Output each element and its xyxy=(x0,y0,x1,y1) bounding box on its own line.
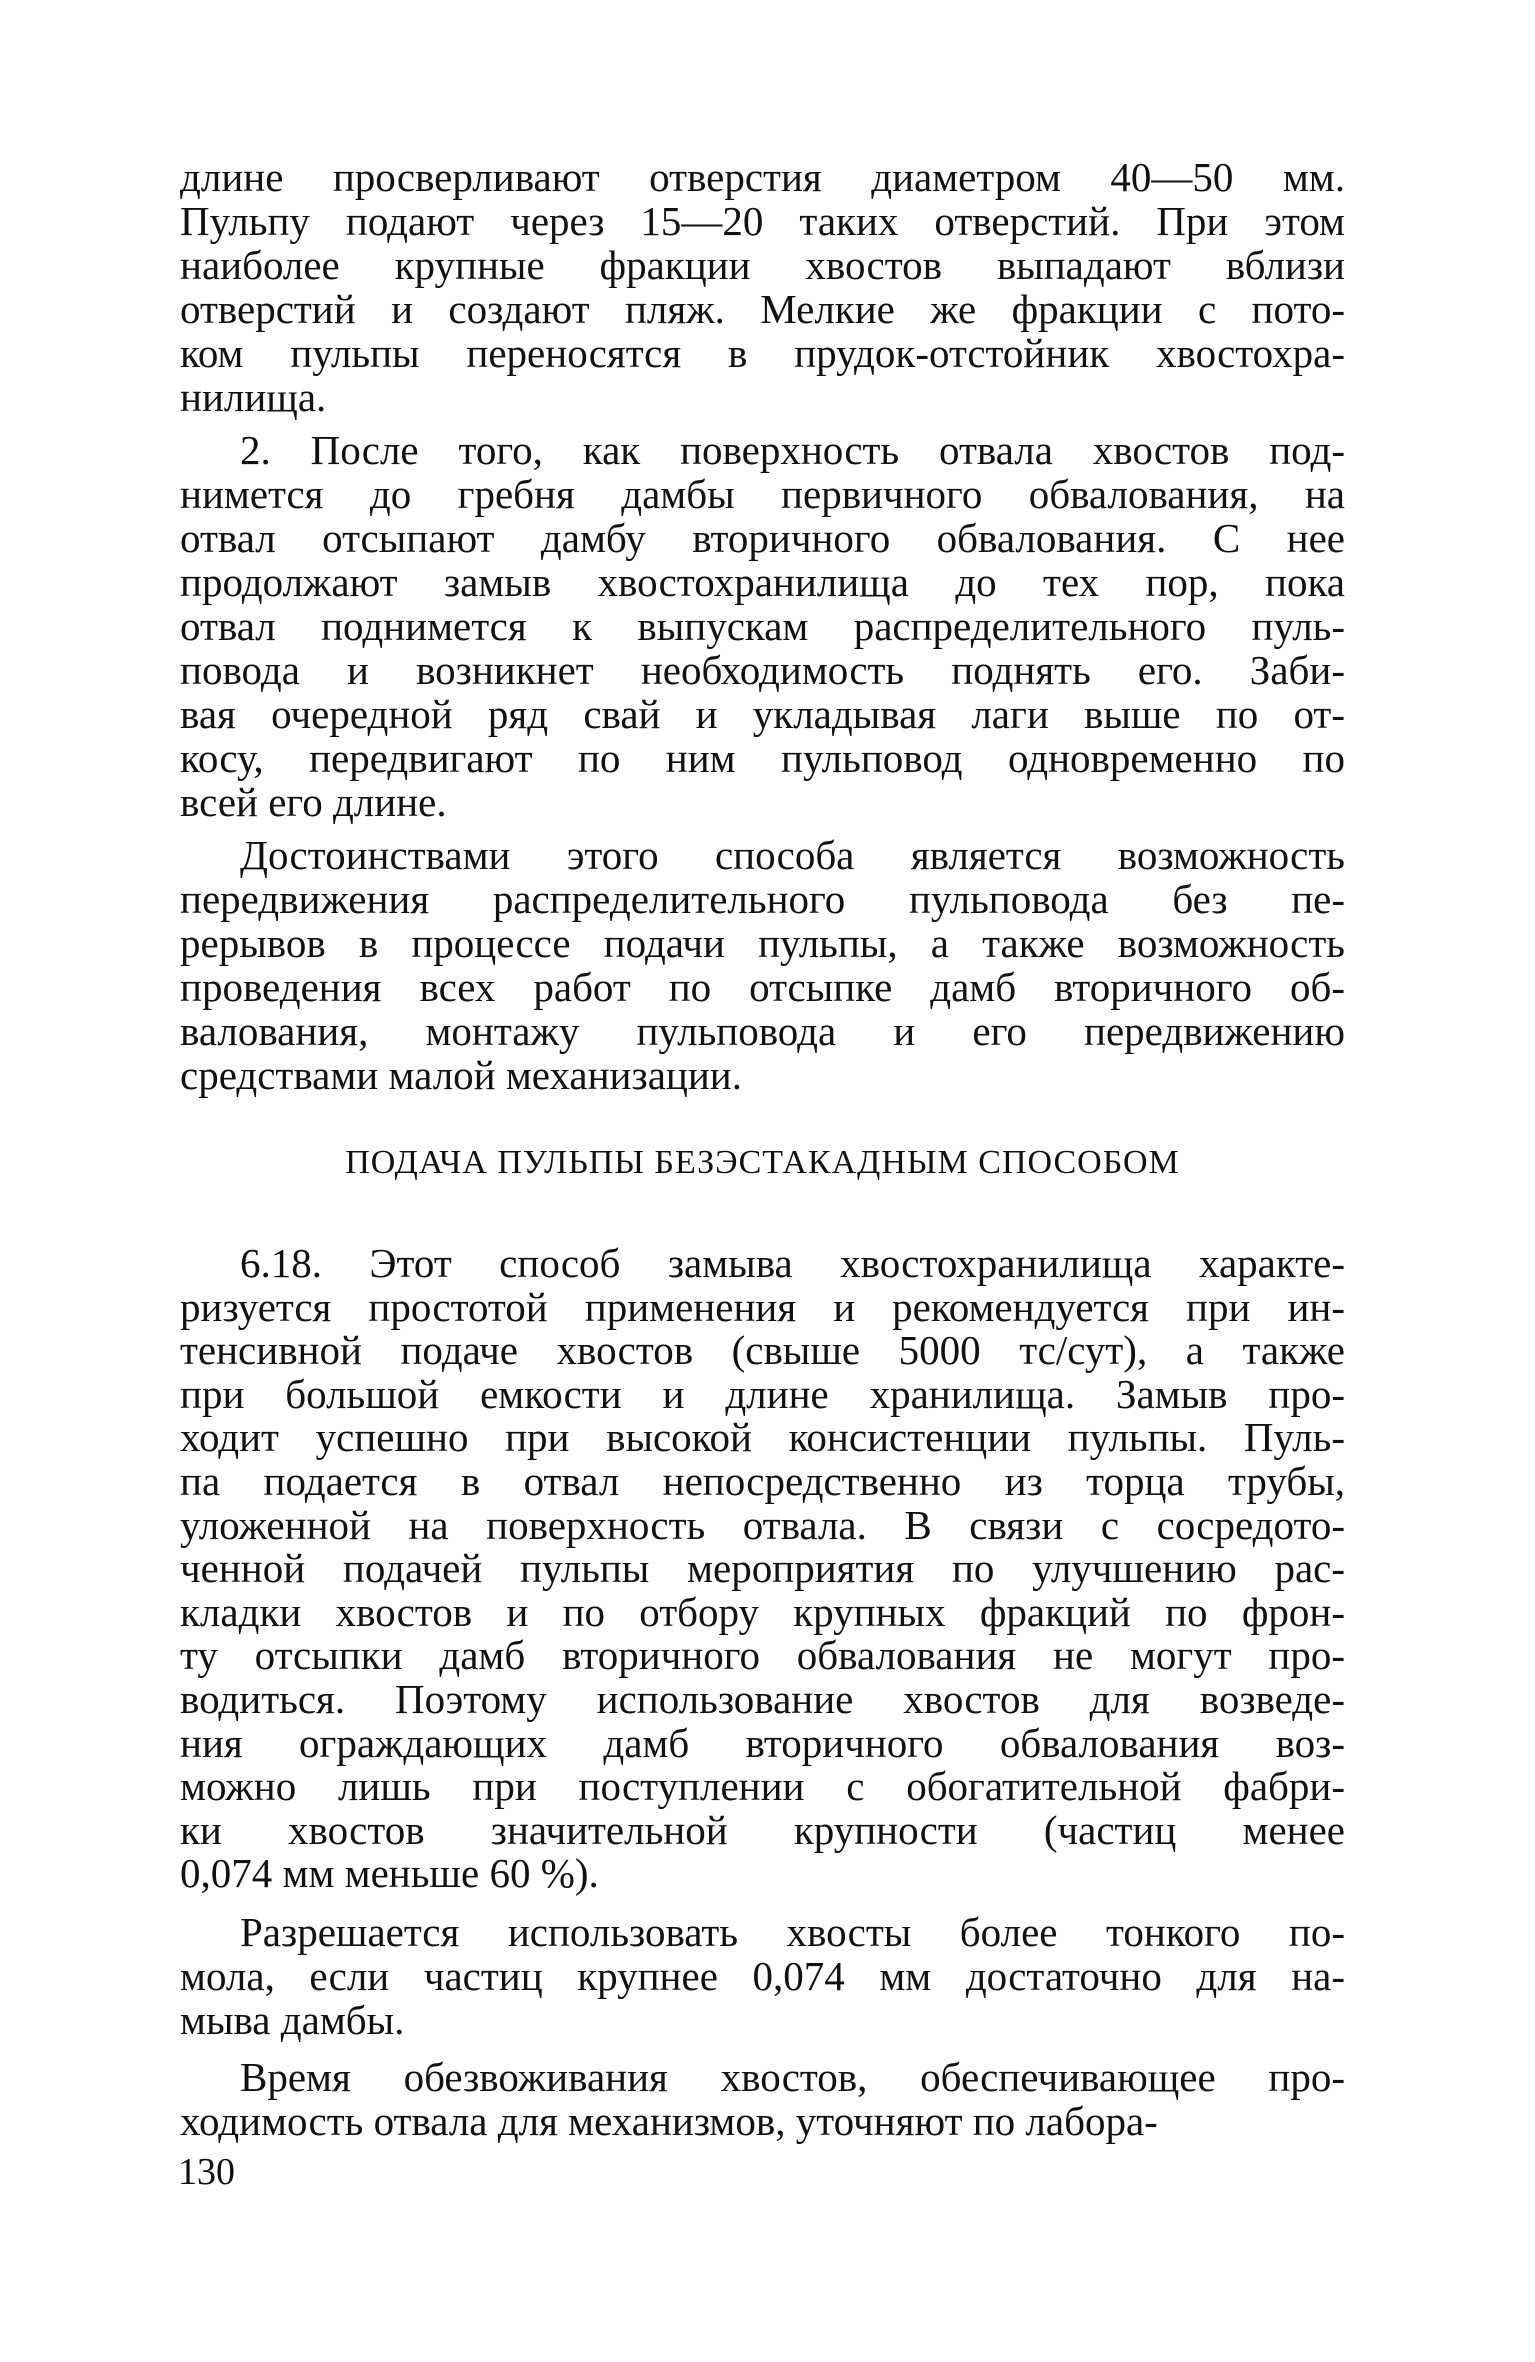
text-line: ходит успешно при высокой консистенции пульпы. Пуль- xyxy=(180,1414,1345,1461)
text-line: Пульпу подают через 15—20 таких отверстий. При этом xyxy=(180,198,1345,244)
text-line: можно лишь при поступлении с обогатительной фабри- xyxy=(180,1763,1345,1810)
text-line: водиться. Поэтому использование хвостов для возведе- xyxy=(180,1675,1345,1722)
text-line: па подается в отвал непосредственно из торца трубы, xyxy=(180,1457,1345,1504)
text-line: ризуется простотой применения и рекомендуется при ин- xyxy=(180,1283,1345,1330)
text-line: длине просверливают отверстия диаметром 40—50 мм. xyxy=(180,154,1345,200)
text-line: повода и возникнет необходимость поднять его. Заби- xyxy=(180,647,1345,693)
text-line: Время обезвоживания хвостов, обеспечивающее про- xyxy=(240,2054,1345,2100)
text-line: ходимость отвала для механизмов, уточняют по лабора- xyxy=(180,2098,1158,2144)
paragraph-dewatering xyxy=(180,2055,1345,2143)
text-line: Достоинствами этого способа является возможность xyxy=(240,832,1345,878)
text-line: 6.18. Этот способ замыва хвостохранилища характе- xyxy=(240,1240,1345,1286)
text-line: вая очередной ряд свай и укладывая лаги выше по от- xyxy=(180,691,1345,737)
text-line: при большой емкости и длине хранилища. Замыв про- xyxy=(180,1370,1345,1417)
text-line: проведения всех работ по отсыпке дамб вторичного об- xyxy=(180,964,1345,1010)
section-heading: ПОДАЧА ПУЛЬПЫ БЕЗЭСТАКАДНЫМ СПОСОБОМ xyxy=(345,1144,1180,1181)
text-line: валования, монтажу пульповода и его передвижению xyxy=(180,1008,1345,1054)
text-line: мола, если частиц крупнее 0,074 мм достаточно для на- xyxy=(180,1953,1345,1999)
text-line: ту отсыпки дамб вторичного обвалования не могут про- xyxy=(180,1632,1345,1679)
paragraph-advantages xyxy=(180,833,1345,1097)
text-line: ченной подачей пульпы мероприятия по улучшению рас- xyxy=(180,1545,1345,1592)
paragraph-6-18 xyxy=(180,1242,1345,1896)
text-line: ки хвостов значительной крупности (частиц менее xyxy=(180,1806,1345,1853)
text-line: ком пульпы переносятся в прудок-отстойник хвостохра- xyxy=(180,330,1345,376)
text-line: косу, передвигают по ним пульповод одновременно по xyxy=(180,735,1345,781)
text-line: передвижения распределительного пульповода без пе- xyxy=(180,876,1345,922)
text-line: рерывов в процессе подачи пульпы, а также возможность xyxy=(180,920,1345,966)
paragraph-continuation xyxy=(180,155,1345,419)
text-line: 2. После того, как поверхность отвала хвостов под- xyxy=(240,427,1345,473)
text-line: 0,074 мм меньше 60 %). xyxy=(180,1850,599,1897)
text-line: продолжают замыв хвостохранилища до тех пор, пока xyxy=(180,559,1345,605)
text-line: наиболее крупные фракции хвостов выпадают вблизи xyxy=(180,242,1345,288)
text-line: кладки хвостов и по отбору крупных фракций по фрон- xyxy=(180,1588,1345,1635)
text-line: ния ограждающих дамб вторичного обвалования воз- xyxy=(180,1719,1345,1766)
text-line: тенсивной подаче хвостов (свыше 5000 тс/сут), а также xyxy=(180,1327,1345,1374)
page-number: 130 xyxy=(178,2151,235,2193)
text-line: нилища. xyxy=(180,374,327,420)
text-line: всей его длине. xyxy=(180,779,447,825)
text-line: средствами малой механизации. xyxy=(180,1052,742,1098)
text-line: Разрешается использовать хвосты более тонкого по- xyxy=(240,1909,1345,1955)
text-line: мыва дамбы. xyxy=(180,1997,405,2043)
paragraph-permission xyxy=(180,1910,1345,2042)
text-line: нимется до гребня дамбы первичного обвалования, на xyxy=(180,471,1345,517)
text-line: уложенной на поверхность отвала. В связи с сосредото- xyxy=(180,1501,1345,1548)
text-line: отвал поднимется к выпускам распределительного пуль- xyxy=(180,603,1345,649)
text-line: отвал отсыпают дамбу вторичного обвалования. С нее xyxy=(180,515,1345,561)
text-line: отверстий и создают пляж. Мелкие же фракции с пото- xyxy=(180,286,1345,332)
paragraph-item-2 xyxy=(180,428,1345,824)
